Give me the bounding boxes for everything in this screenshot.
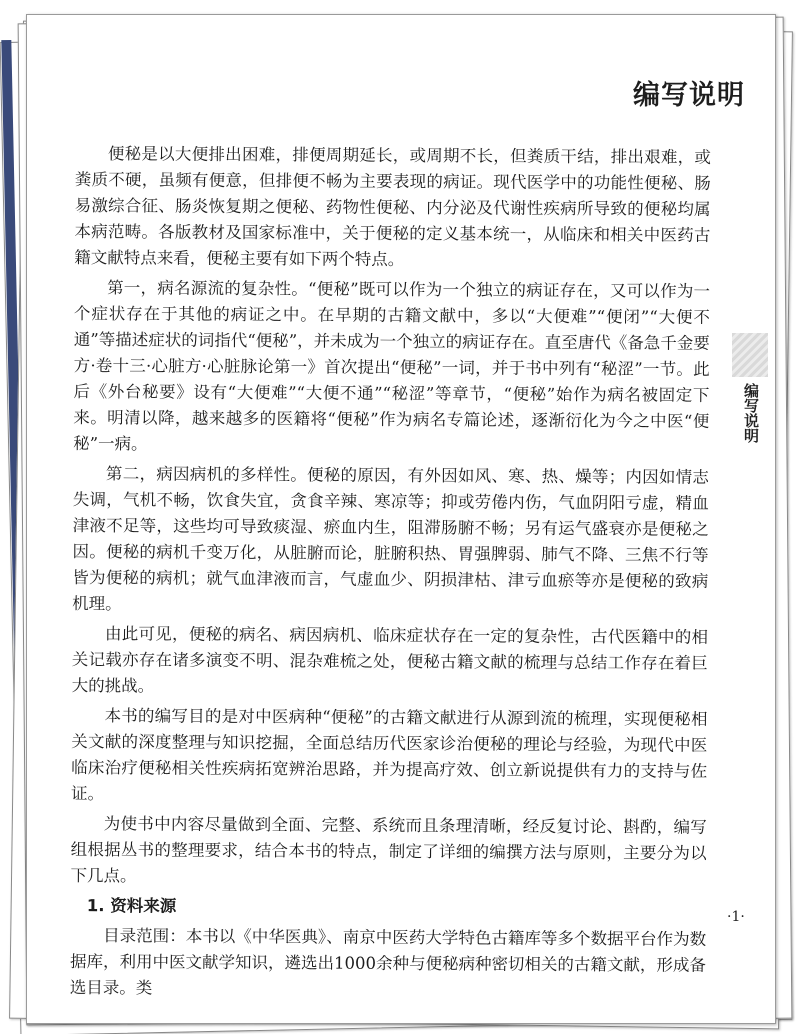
- paragraph-etiology: 第二，病因病机的多样性。便秘的原因，有外因如风、寒、热、燥等；内因如情志失调，气机不畅，饮食失宜，贪食辛辣、寒凉等；抑或劳倦内伤，气血阴阳亏虚，精血津液不足等，这些均可导致痰湿、瘀血内生，阻滞肠腑不畅；另有运气盛衰亦是便秘之因。便秘的病机千变万化，从脏腑而论，脏腑积热、胃强脾弱、肺气不降、三焦不行等皆为便秘的病机；就气血津液而言，气虚血少、阴损津枯、津亏血瘀等亦是便秘的致病机理。: [72, 464, 710, 614]
- page-number: ·1·: [727, 909, 745, 925]
- side-tab-ornament: [732, 333, 768, 377]
- page-title: 编写说明: [633, 80, 745, 111]
- paragraph-method: 为使书中内容尽量做到全面、完整、系统而且条理清晰，经反复讨论、斟酌，编写组根据丛书的整理要求，结合本书的特点，制定了详细的编撰方法与原则，主要分为以下几点。: [70, 814, 707, 886]
- paragraph-catalog-scope: 目录范围：本书以《中华医典》、南京中医药大学特色古籍库等多个数据平台作为数据库，利用中医文献学知识，遴选出1000余种与便秘病种密切相关的古籍文献，形成备选目录。类: [69, 926, 707, 998]
- document-page: [26, 14, 776, 1024]
- paragraph-disease-name: 第一，病名源流的复杂性。“便秘”既可以作为一个独立的病证存在，又可以作为一个症状存在于其他的病证之中。在早期的古籍文献中，多以“大便难”“便闭”“大便不通”等描述症状的词指代“便秘”，并未成为一个独立的病证存在。直至唐代《备急千金要方·卷十三·心脏方·心脏脉论第一》首次提出“便秘”一词，并于书中列有“秘涩”一节。此后《外台秘要》设有“大便难”“大便不通”“秘涩”等章节，“便秘”始作为病名被固定下来。明清以降，越来越多的医籍将“便秘”作为病名专篇论述，逐渐衍化为今之中医“便秘”一病。: [73, 278, 711, 454]
- paragraph-definition: 便秘是以大便排出困难，排便周期延长，或周期不长，但粪质干结，排出艰难，或粪质不硬，虽频有便意，但排便不畅为主要表现的病证。现代医学中的功能性便秘、肠易激综合征、肠炎恢复期之便秘、药物性便秘、内分泌及代谢性疾病所导致的便秘均属本病范畴。各版教材及国家标准中，关于便秘的定义基本统一，从临床和相关中医药古籍文献特点来看，便秘主要有如下两个特点。: [74, 144, 711, 270]
- section-heading: 1. 资料来源: [86, 896, 177, 916]
- side-section-label: 编写说明: [742, 383, 760, 443]
- paragraph-summary: 由此可见，便秘的病名、病因病机、临床症状存在一定的复杂性，古代医籍中的相关记载亦存在诸多演变不明、混杂难梳之处，便秘古籍文献的梳理与总结工作存在着巨大的挑战。: [71, 624, 709, 696]
- paragraph-purpose: 本书的编写目的是对中医病种“便秘”的古籍文献进行从源到流的梳理，实现便秘相关文献的深度整理与知识挖掘，全面总结历代医家诊治便秘的理论与经验，为现代中医临床治疗便秘相关性疾病拓宽辨治思路，并为提高疗效、创立新说提供有力的支持与佐证。: [70, 706, 708, 804]
- body-text: [70, 141, 711, 1009]
